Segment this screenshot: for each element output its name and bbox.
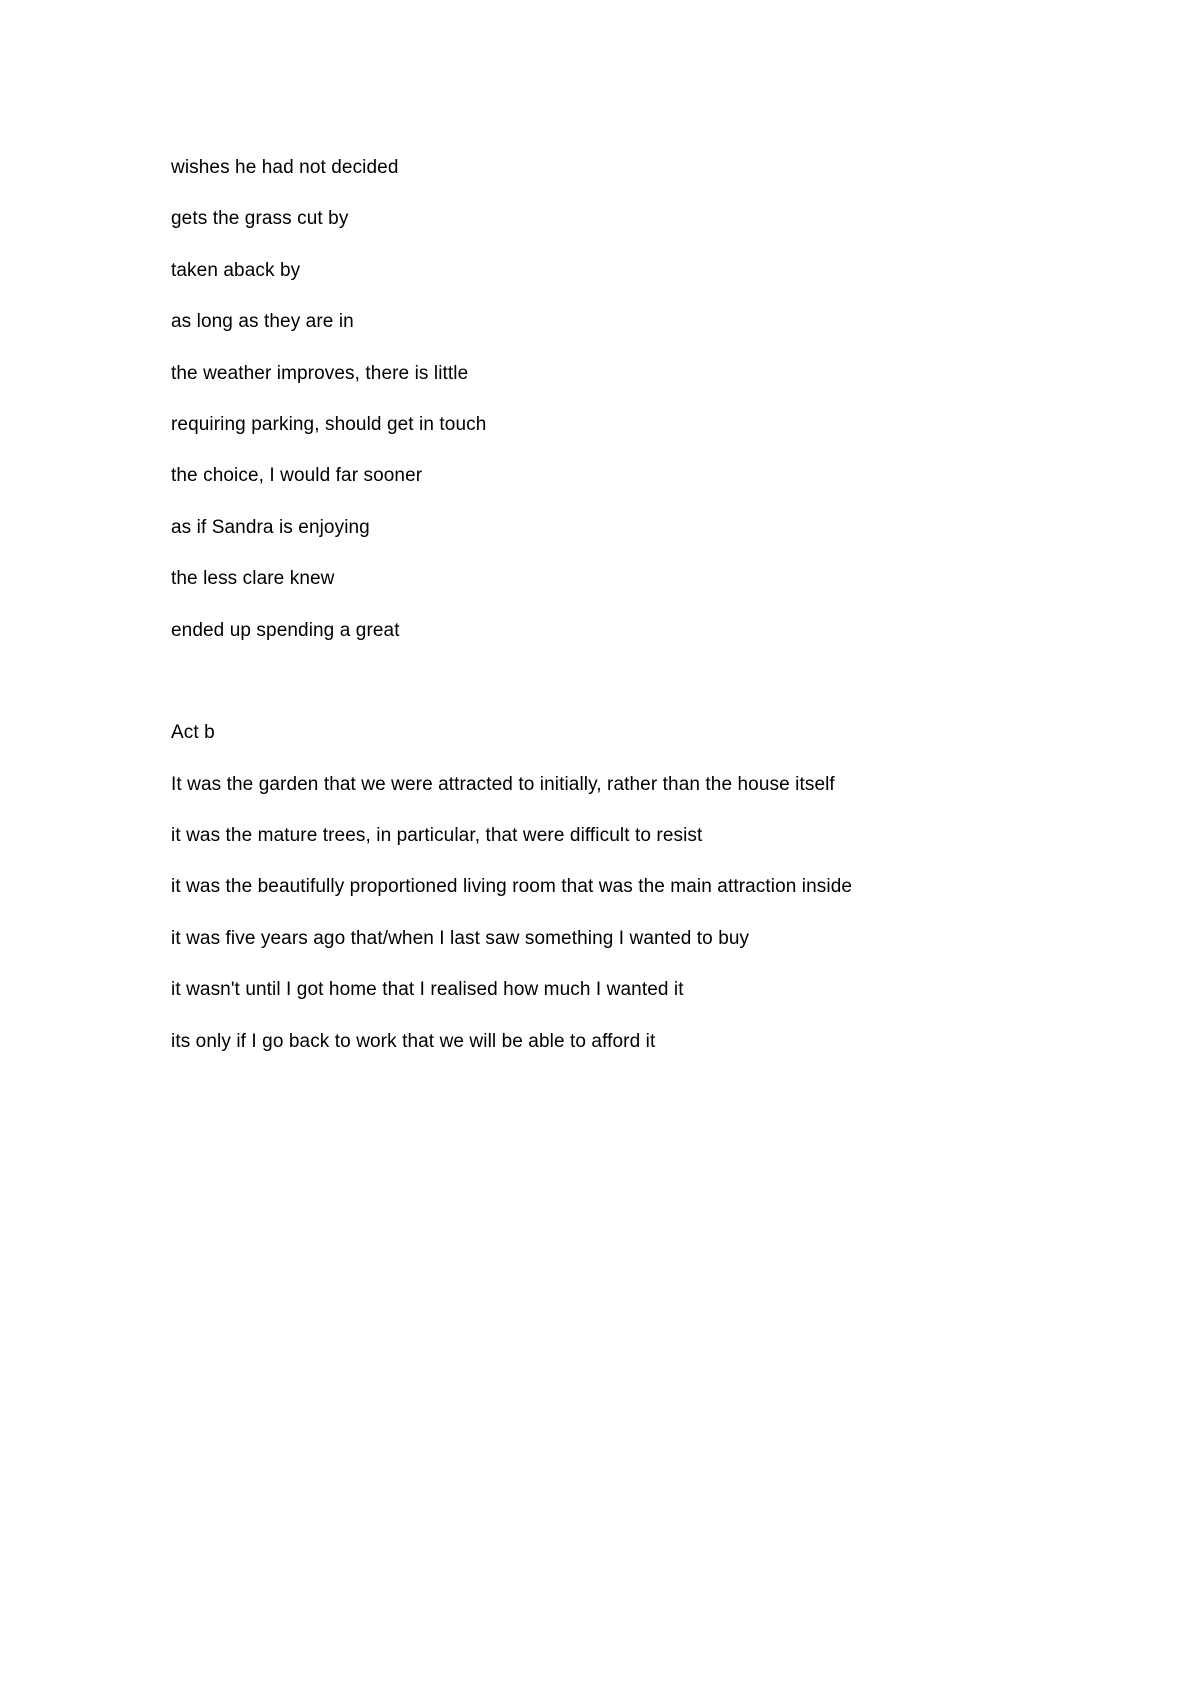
text-line: it was the beautifully proportioned living room that was the main attraction inside bbox=[171, 876, 853, 898]
section-b bbox=[171, 707, 1131, 1067]
text-line: it was the mature trees, in particular, that were difficult to resist bbox=[171, 825, 703, 847]
document-body bbox=[171, 142, 1131, 1067]
text-line: its only if I go back to work that we will be able to afford it bbox=[171, 1030, 656, 1052]
text-line: as if Sandra is enjoying bbox=[171, 516, 370, 538]
text-line: the less clare knew bbox=[171, 568, 335, 590]
text-line: ended up spending a great bbox=[171, 619, 400, 641]
text-line: gets the grass cut by bbox=[171, 208, 349, 230]
text-line: as long as they are in bbox=[171, 311, 354, 333]
section-heading: Act b bbox=[171, 722, 215, 744]
section-spacer bbox=[171, 656, 1131, 707]
text-line: the weather improves, there is little bbox=[171, 362, 469, 384]
text-line: the choice, I would far sooner bbox=[171, 465, 423, 487]
text-line: requiring parking, should get in touch bbox=[171, 413, 487, 435]
text-line: it was five years ago that/when I last saw something I wanted to buy bbox=[171, 927, 750, 949]
section-a bbox=[171, 142, 1131, 656]
text-line: It was the garden that we were attracted to initially, rather than the house itself bbox=[171, 773, 835, 795]
text-line: wishes he had not decided bbox=[171, 157, 399, 178]
text-line: taken aback by bbox=[171, 259, 301, 281]
text-line: it wasn't until I got home that I realised how much I wanted it bbox=[171, 979, 684, 1001]
